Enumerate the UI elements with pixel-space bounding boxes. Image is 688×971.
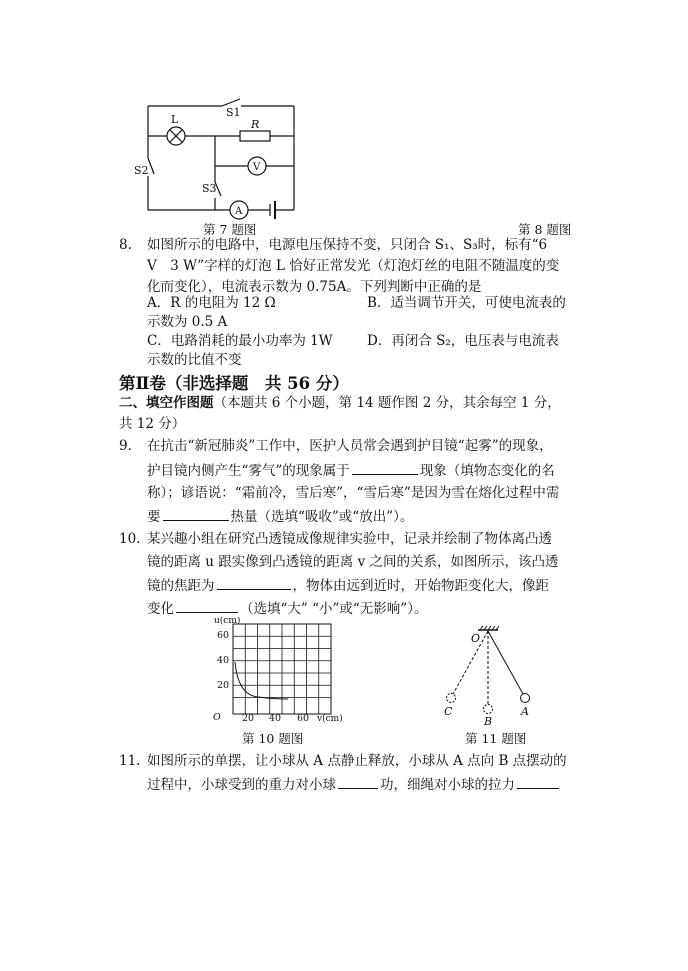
q11-number: 11. (119, 753, 141, 769)
fig10-xlabel: v(cm) (317, 714, 343, 724)
q10-blank-2[interactable] (176, 598, 238, 613)
fig7-circuit-diagram (130, 98, 305, 220)
part2-label: 二、填空作图题 (119, 395, 214, 411)
fig11-ball-a (521, 694, 530, 703)
fig7-s3-label: S3 (202, 182, 217, 195)
fig7-s2-label: S2 (134, 164, 149, 177)
q8-stem-line3: 化而变化），电流表示数为 0.75A。下列判断中正确的是 (147, 279, 482, 295)
q8-option-d: D．再闭合 S₂，电压表与电流表 (367, 333, 559, 349)
part2-desc-line1: （本题共 6 个小题，第 14 题作图 2 分，其余每空 1 分， (213, 395, 561, 411)
fig10-xtick-40: 40 (269, 713, 282, 724)
q10-line4: 变化 （选填“大” “小”或“无影响”）。 (147, 598, 427, 620)
q10-line3: 镜的焦距为 ，物体由远到近时，开始物距变化大，像距 (147, 575, 549, 597)
q9-blank-2[interactable] (163, 506, 229, 521)
fig10-graph (198, 617, 356, 725)
q8-option-b: B．适当调节开关，可使电流表的 (367, 295, 566, 311)
fig10-xtick-20: 20 (242, 713, 255, 724)
q8-option-b-cont: 示数为 0.5 A (147, 314, 228, 330)
fig7-s1-label: S1 (226, 106, 241, 119)
fig7-ammeter-label: A (235, 206, 243, 217)
fig11-label-c: C (444, 705, 453, 718)
fig7-caption: 第 7 题图 (203, 222, 257, 237)
q9-line2: 护目镜内侧产生“雾气”的现象属于 现象（填物态变化的名 (147, 460, 555, 482)
fig11-label-a: A (521, 705, 529, 718)
section2-title: 第Ⅱ卷（非选择题 共 56 分） (119, 374, 349, 393)
fig11-label-b: B (484, 715, 493, 728)
q11-blank-1[interactable] (338, 774, 378, 789)
q9-blank-1[interactable] (352, 460, 418, 475)
q8-number: 8. (119, 237, 132, 253)
fig10-ytick-40: 40 (217, 655, 230, 666)
q11-line2: 过程中，小球受到的重力对小球 功，细绳对小球的拉力 (147, 774, 561, 796)
fig7-lamp-label: L (171, 113, 179, 126)
fig8-caption: 第 8 题图 (518, 222, 572, 237)
q9-line3: 称）；谚语说：“霜前冷，雪后寒”，“雪后寒”是因为雪在熔化过程中需 (147, 485, 560, 501)
part2-desc-line2: 共 12 分） (119, 416, 186, 432)
q9-number: 9. (119, 438, 132, 454)
q8-stem-line2: V 3 W”字样的灯泡 L 恰好正常发光（灯泡灯丝的电阻不随温度的变 (147, 258, 560, 274)
q8-option-c: C．电路消耗的最小功率为 1W (147, 333, 333, 349)
q8-option-d-cont: 示数的比值不变 (147, 352, 242, 368)
fig10-grid (233, 624, 331, 714)
fig11-pivot-label: O (471, 632, 481, 645)
fig10-ytick-20: 20 (217, 680, 230, 691)
fig10-ylabel: u(cm) (214, 617, 241, 626)
q11-line1: 如图所示的单摆，让小球从 A 点静止释放，小球从 A 点向 B 点摆动的 (147, 753, 567, 769)
fig11-ball-c (447, 694, 456, 703)
q8-stem-line1: 如图所示的电路中，电源电压保持不变，只闭合 S₁、S₃时，标有“6 (147, 237, 548, 253)
fig7-voltmeter-label: V (253, 162, 261, 173)
q10-blank-1[interactable] (217, 575, 291, 590)
fig10-curve (235, 662, 288, 699)
q10-line2: 镜的距离 u 跟实像到凸透镜的距离 v 之间的关系，如图所示，该凸透 (147, 554, 559, 570)
fig7-resistor-label: R (251, 118, 260, 131)
fig10-xtick-60: 60 (297, 713, 310, 724)
q9-line1: 在抗击“新冠肺炎”工作中，医护人员常会遇到护目镜“起雾”的现象， (147, 438, 553, 454)
q9-line4: 要 热量（选填“吸收”或“放出”）。 (147, 506, 413, 528)
q8-option-a: A．R 的电阻为 12 Ω (147, 295, 276, 311)
fig10-caption: 第 10 题图 (242, 731, 304, 746)
fig11-ball-b (484, 705, 493, 714)
fig10-origin: O (213, 712, 221, 723)
q10-number: 10. (119, 531, 141, 547)
q10-line1: 某兴趣小组在研究凸透镜成像规律实验中，记录并绘制了物体离凸透 (147, 531, 552, 547)
q11-blank-2[interactable] (517, 774, 559, 789)
fig11-pendulum (436, 622, 546, 730)
fig10-ytick-60: 60 (217, 630, 230, 641)
fig11-caption: 第 11 题图 (465, 731, 527, 746)
part2-header (119, 393, 561, 414)
